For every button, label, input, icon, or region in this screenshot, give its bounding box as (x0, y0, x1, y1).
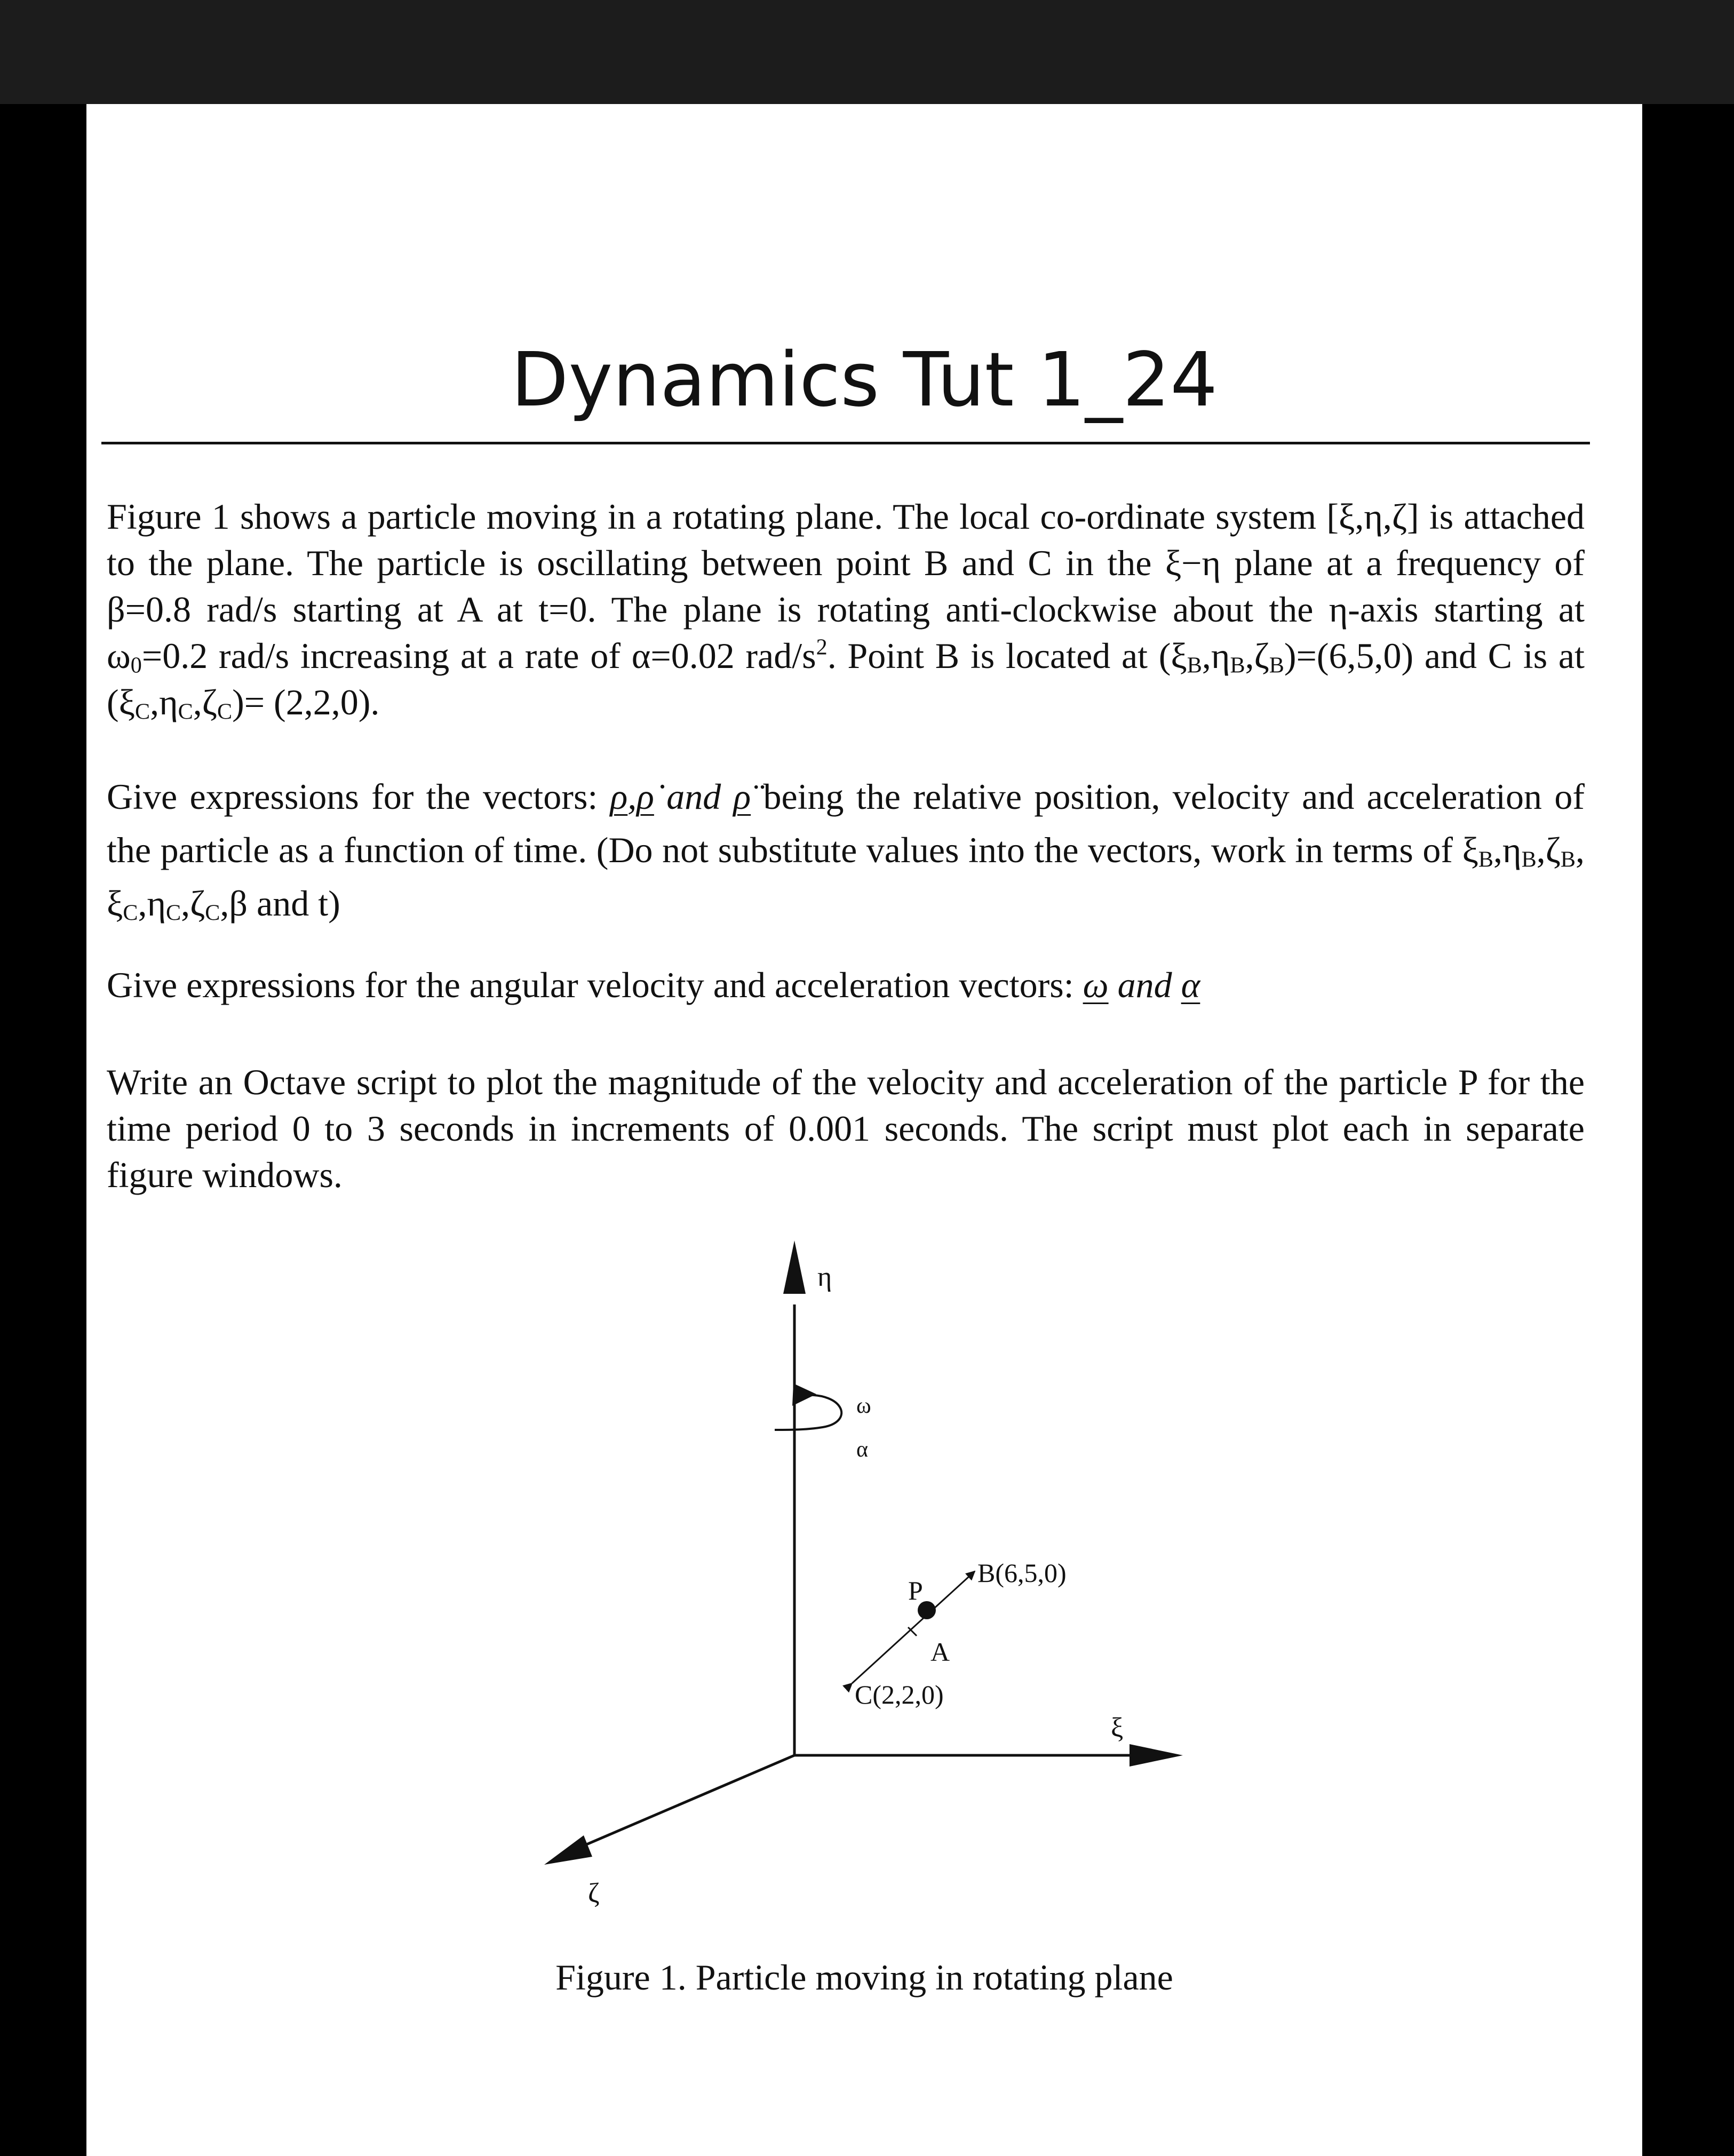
paragraph-question-vectors: Give expressions for the vectors: ρ,ρ̇ and ρ̈ being the relative position, velocity and acceleration of the particle as a function of time. (Do not substitute values into the vectors, work in terms of $\xi_B,\eta_B,\zeta_B$, $\xi_C,\eta_C,\zeta_C,\beta$ and t) (107, 776, 1585, 926)
top-bar (0, 0, 1734, 104)
point-C-label: C(2,2,0) (855, 1680, 944, 1709)
paragraph-problem-statement: Figure 1 shows a particle moving in a rotating plane. The local co-ordinate system [ξ,η,ζ] is attached to the plane. The particle is oscillating between point B and C in the ξ−η plane at a frequency of β=0.8 rad/s starting at A at t=0. The plane is rotating anti-clockwise about the η-axis starting at $\omega_0=0.2$ rad/s increasing at a rate of α=0.02 rad/$s^2$. Point B is located at $(\xi_B,\eta_B,\zeta_B)=(6,5,0)$ and C is at $(\xi_C,\eta_C,\zeta_C)= (2,2,0)$. (107, 496, 1585, 725)
zeta-arrowhead (544, 1835, 592, 1865)
xi-arrowhead (1130, 1744, 1183, 1767)
eta-arrowhead (783, 1240, 806, 1294)
omega-label: ω (856, 1394, 871, 1418)
eta-label: η (817, 1262, 832, 1292)
alpha-label: α (856, 1437, 869, 1462)
omega-symbol: ω (1083, 965, 1109, 1005)
point-B-label: B(6,5,0) (977, 1558, 1067, 1588)
alpha-symbol: α (1181, 965, 1200, 1005)
point-P-label: P (908, 1576, 923, 1605)
document-page (86, 104, 1642, 2156)
rho-symbol: ρ (610, 776, 628, 817)
point-A-label: A (930, 1637, 950, 1667)
rho-dot-symbol: ρ̇ (637, 776, 654, 817)
rotation-arrowhead (792, 1383, 816, 1406)
paragraph-question-angular: Give expressions for the angular velocity and acceleration vectors: ω and α (107, 965, 1200, 1005)
zeta-axis (567, 1755, 794, 1853)
figure-caption: Figure 1. Particle moving in rotating plane (555, 1957, 1173, 1998)
zeta-label: ζ (588, 1878, 600, 1908)
figure-diagram (86, 104, 1642, 2156)
paragraph-octave-task: Write an Octave script to plot the magnitude of the velocity and acceleration of the particle P for the time period 0 to 3 seconds in increments of 0.001 seconds. The script must plot each in separate figure windows. (107, 1062, 1585, 1195)
rho-ddot-symbol: ρ̈ (733, 776, 751, 817)
page-title: Dynamics Tut 1_24 (511, 337, 1218, 424)
xi-label: ξ (1111, 1713, 1124, 1743)
rotation-arrow (775, 1395, 841, 1430)
